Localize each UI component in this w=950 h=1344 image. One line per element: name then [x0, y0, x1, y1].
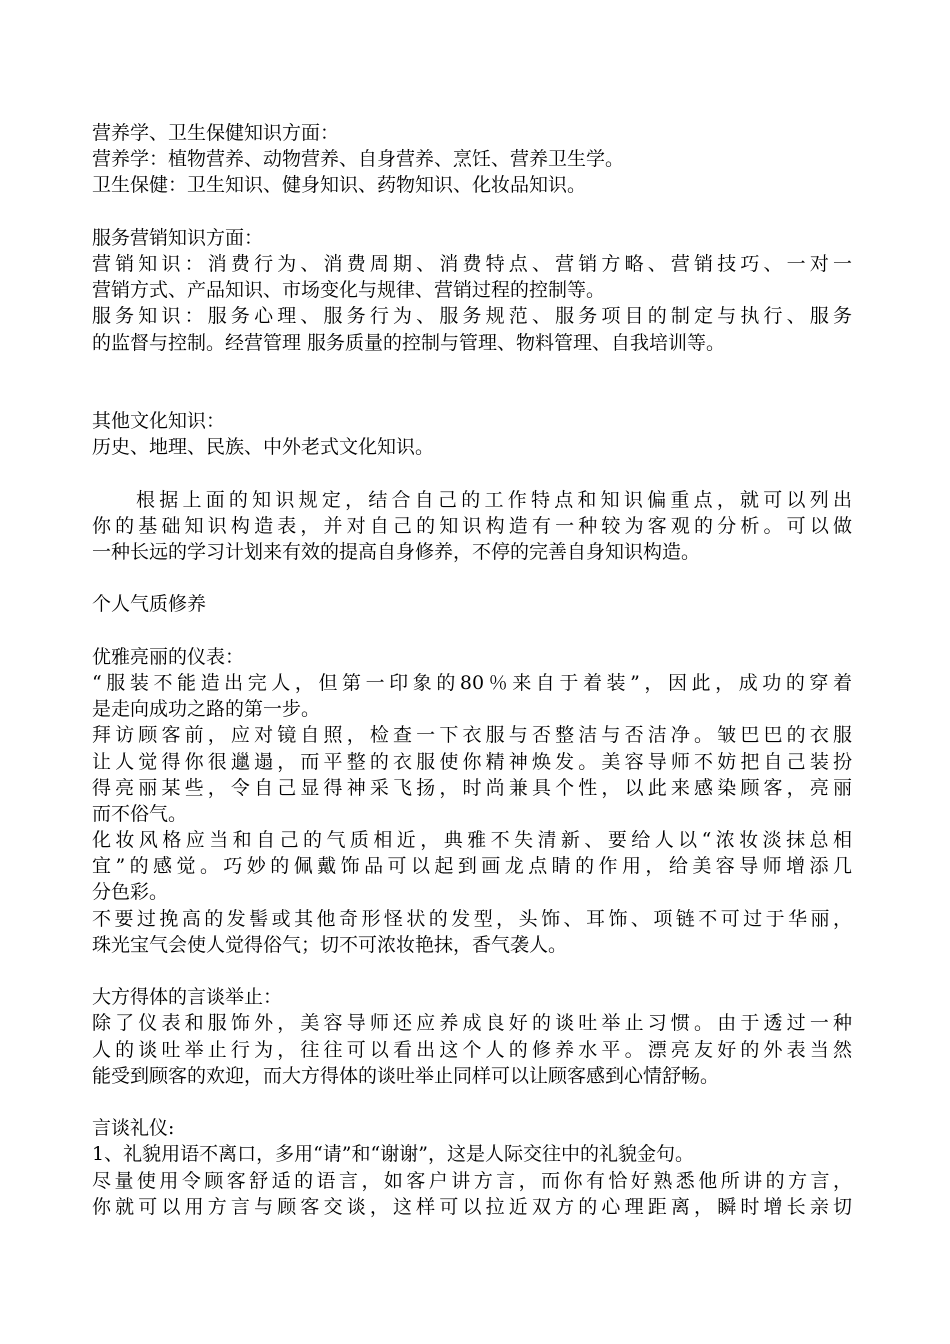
- section-heading: 个人气质修养: [92, 593, 207, 616]
- section-speech-etiquette: [92, 1115, 852, 1220]
- blank-line: [92, 618, 852, 644]
- text-line: 历史、地理、民族、中外老式文化知识。: [92, 436, 435, 459]
- section-heading: 服务营销知识方面：: [92, 226, 264, 249]
- text-line: 一种长远的学习计划来有效的提高自身修养，不停的完善自身知识构造。: [92, 541, 701, 563]
- section-heading: 言谈礼仪:: [92, 1117, 175, 1140]
- text-line: “服装不能造出完人，但第一印象的80％来自于着装”，因此，成功的穿着: [92, 671, 852, 694]
- section-heading: 其他文化知识：: [92, 410, 226, 433]
- blank-line: [92, 460, 852, 486]
- text-line: 服务知识：服务心理、服务行为、服务规范、服务项目的制定与执行、服务: [92, 305, 852, 328]
- text-line: 分色彩。: [92, 881, 169, 904]
- text-line: 营销方式、产品知识、市场变化与规律、营销过程的控制等。: [92, 279, 606, 302]
- text-line: 你的基础知识构造表，并对自己的知识构造有一种较为客观的分析。可以做: [92, 514, 852, 537]
- blank-line: [92, 1089, 852, 1115]
- text-line: 人的谈吐举止行为，往往可以看出这个人的修养水平。漂亮友好的外表当然: [92, 1038, 852, 1061]
- section-personal-temperament: [92, 591, 852, 617]
- paragraph-knowledge-plan: [92, 487, 852, 566]
- text-line: 不要过挽高的发髻或其他奇形怪状的发型，头饰、耳饰、项链不可过于华丽，: [92, 907, 852, 930]
- section-appearance: [92, 644, 852, 958]
- text-line: 宜”的感觉。巧妙的佩戴饰品可以起到画龙点睛的作用，给美容导师增添几: [92, 855, 852, 878]
- document-page: [92, 120, 852, 1220]
- text-line: 卫生保健：卫生知识、健身知识、药物知识、化妆品知识。: [92, 174, 587, 197]
- section-heading: 优雅亮丽的仪表：: [92, 645, 245, 668]
- section-manners: [92, 984, 852, 1089]
- blank-line: [92, 356, 852, 382]
- text-line: 是走向成功之路的第一步。: [92, 698, 321, 721]
- text-line: 珠光宝气会使人觉得俗气；切不可浓妆艳抹，香气袭人。: [92, 933, 568, 956]
- text-line: 得亮丽某些，令自己显得神采飞扬，时尚兼具个性，以此来感染顾客，亮丽: [92, 776, 852, 799]
- blank-line: [92, 958, 852, 984]
- text-line: 除了仪表和服饰外，美容导师还应养成良好的谈吐举止习惯。由于透过一种: [92, 1012, 852, 1035]
- blank-line: [92, 382, 852, 408]
- text-line: 让人觉得你很邋遢，而平整的衣服使你精神焕发。美容导师不妨把自己装扮: [92, 750, 852, 773]
- text-line: 你就可以用方言与顾客交谈，这样可以拉近双方的心理距离，瞬时增长亲切: [92, 1195, 852, 1218]
- section-nutrition-health: [92, 120, 852, 199]
- section-heading: 大方得体的言谈举止：: [92, 986, 283, 1009]
- text-line: 化妆风格应当和自己的气质相近，典雅不失清新、要给人以“浓妆淡抹总相: [92, 829, 852, 852]
- text-line: 能受到顾客的欢迎，而大方得体的谈吐举止同样可以让顾客感到心情舒畅。: [92, 1064, 720, 1087]
- section-service-marketing: [92, 225, 852, 356]
- text-line: 拜访顾客前，应对镜自照，检查一下衣服与否整洁与否洁净。皱巴巴的衣服: [92, 724, 852, 747]
- text-line: 营销知识：消费行为、消费周期、消费特点、营销方略、营销技巧、一对一: [92, 252, 852, 275]
- text-line: 1、礼貌用语不离口，多用“请”和“谢谢”，这是人际交往中的礼貌金句。: [92, 1143, 694, 1166]
- section-heading: 营养学、卫生保健知识方面：: [92, 122, 340, 144]
- text-line: 而不俗气。: [92, 802, 188, 825]
- blank-line: [92, 565, 852, 591]
- blank-line: [92, 199, 852, 225]
- text-line: 尽量使用令顾客舒适的语言，如客户讲方言，而你有恰好熟悉他所讲的方言，: [92, 1169, 852, 1192]
- text-line: 营养学：植物营养、动物营养、自身营养、烹饪、营养卫生学。: [92, 148, 625, 171]
- text-line: 根据上面的知识规定，结合自己的工作特点和知识偏重点，就可以列出: [136, 488, 852, 511]
- section-other-culture: [92, 408, 852, 460]
- text-line: 的监督与控制。经营管理 服务质量的控制与管理、物料管理、自我培训等。: [92, 331, 726, 354]
